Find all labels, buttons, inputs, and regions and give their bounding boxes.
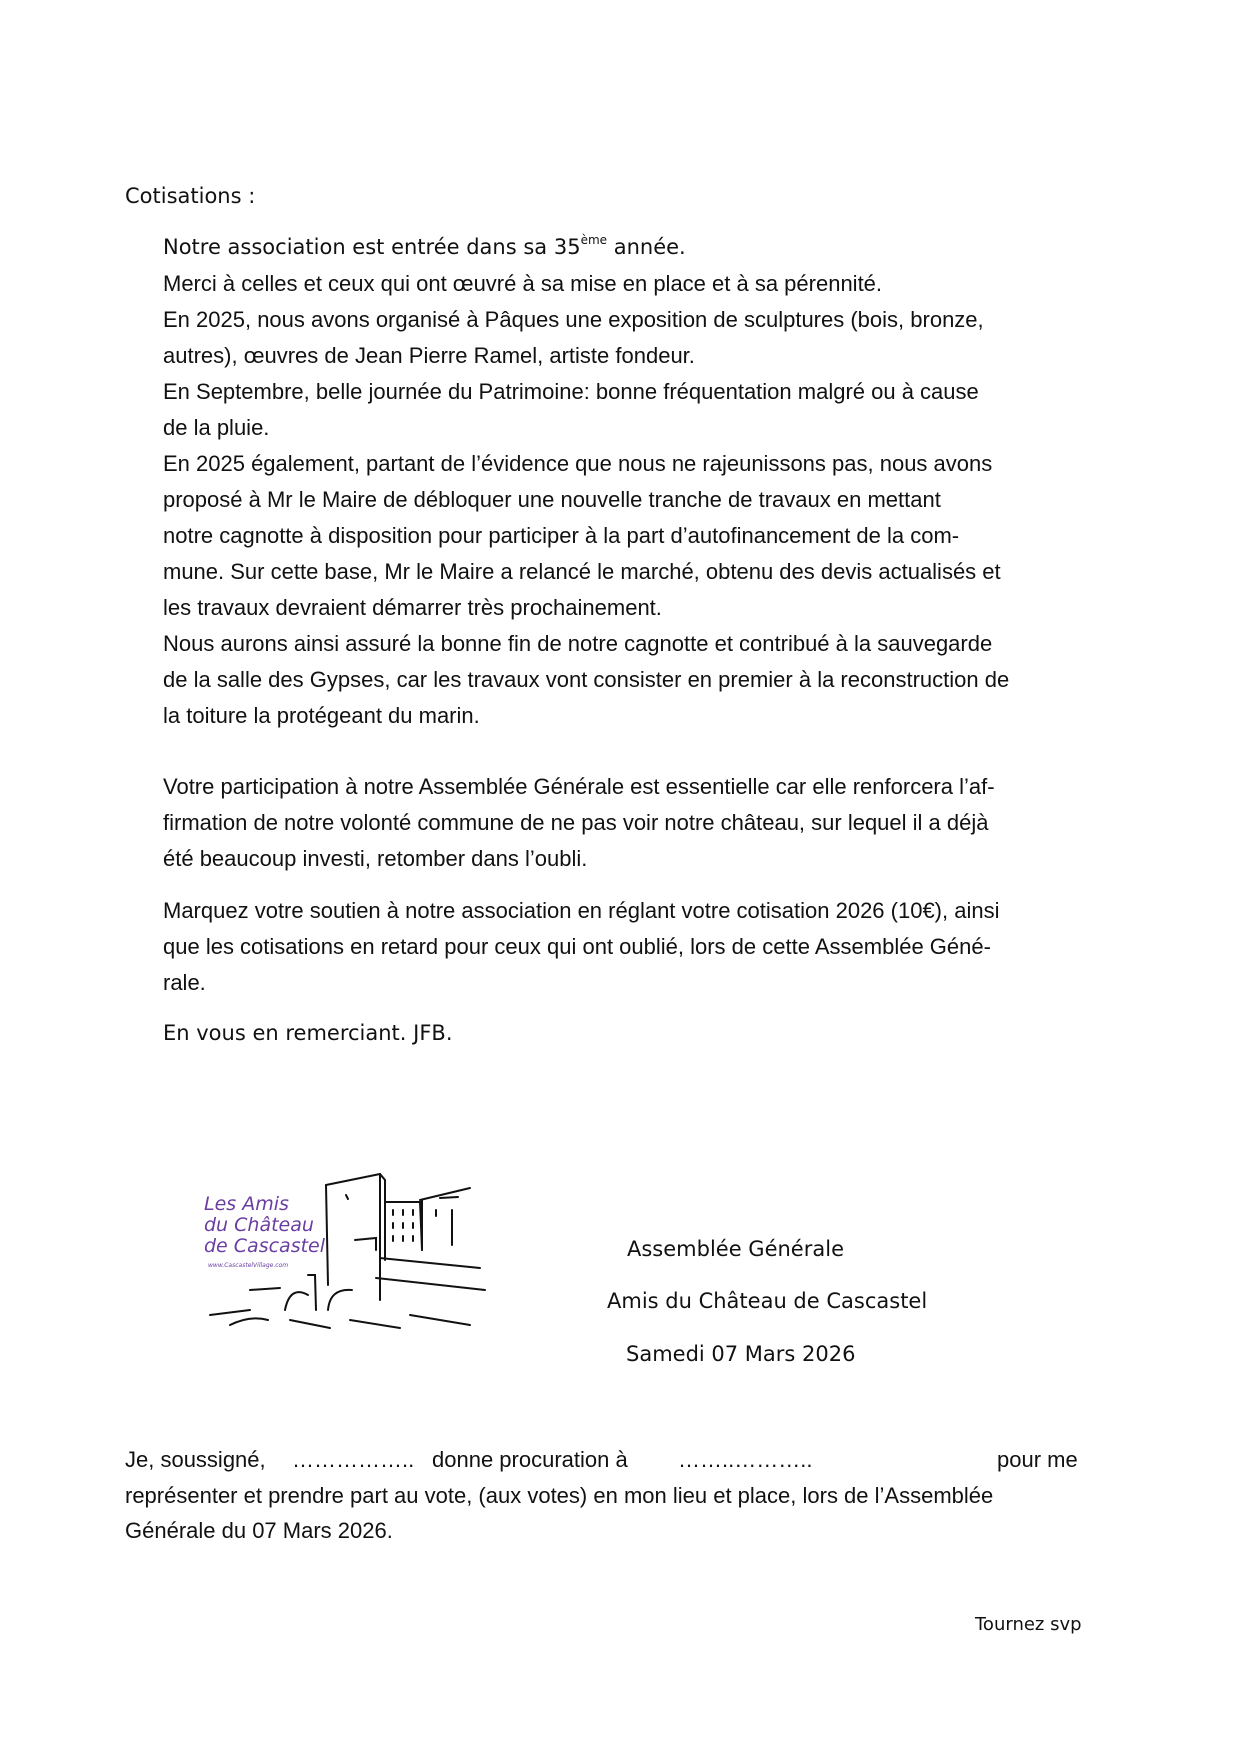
proxy-delegate-blank[interactable]: ……..……….. [678,1447,813,1472]
paragraph-line: de la salle des Gypses, car les travaux vont consister en premier à la reconstruction de [163,667,1010,692]
event-title: Assemblée Générale [627,1237,844,1261]
paragraph-line: notre cagnotte à disposition pour participer à la part d’autofinancement de la com- [163,523,960,548]
paragraph-line: autres), œuvres de Jean Pierre Ramel, artiste fondeur. [163,343,695,368]
closing-signature: En vous en remerciant. JFB. [163,1021,453,1045]
paragraph-line: de la pluie. [163,415,270,440]
text: Notre association est entrée dans sa 35 [163,235,581,259]
paragraph-line: les travaux devraient démarrer très prochainement. [163,595,662,620]
association-logo [190,1150,505,1330]
text: année. [607,235,686,259]
paragraph-line: Merci à celles et ceux qui ont œuvré à sa mise en place et à sa pérennité. [163,271,883,296]
proxy-name-blank[interactable]: …………….. [292,1447,415,1472]
paragraph-line: rale. [163,970,206,995]
event-organization: Amis du Château de Cascastel [607,1289,928,1313]
proxy-label-3: pour me [997,1447,1078,1472]
paragraph-line: été beaucoup investi, retomber dans l’oubli. [163,846,588,871]
paragraph-line: firmation de notre volonté commune de ne pas voir notre château, sur lequel il a déjà [163,810,989,835]
section-heading: Cotisations : [125,184,256,208]
logo-line: du Château [204,1214,314,1236]
proxy-label-1: Je, soussigné, [125,1447,266,1472]
paragraph-line: proposé à Mr le Maire de débloquer une nouvelle tranche de travaux en mettant [163,487,941,512]
paragraph-line: mune. Sur cette base, Mr le Maire a relancé le marché, obtenu des devis actualisés et [163,559,1001,584]
logo-line: de Cascastel [204,1235,326,1257]
superscript: ème [580,233,608,247]
proxy-line: Générale du 07 Mars 2026. [125,1518,393,1543]
paragraph-line: Nous aurons ainsi assuré la bonne fin de notre cagnotte et contribué à la sauvegarde [163,631,993,656]
paragraph-line: En Septembre, belle journée du Patrimoine: bonne fréquentation malgré ou à cause [163,379,979,404]
paragraph-line: Marquez votre soutien à notre association en réglant votre cotisation 2026 (10€), ainsi [163,898,1000,923]
paragraph-line: En 2025, nous avons organisé à Pâques une exposition de sculptures (bois, bronze, [163,307,984,332]
paragraph-line: que les cotisations en retard pour ceux qui ont oublié, lors de cette Assemblée Géné- [163,934,991,959]
paragraph-line: En 2025 également, partant de l’évidence que nous ne rajeunissons pas, nous avons [163,451,993,476]
logo-url: www.CascastelVillage.com [208,1262,289,1269]
footer-turn-over: Tournez svp [975,1614,1082,1635]
paragraph-line: la toiture la protégeant du marin. [163,703,480,728]
paragraph-line [163,233,686,259]
proxy-line: représenter et prendre part au vote, (aux votes) en mon lieu et place, lors de l’Assemblée [125,1483,994,1508]
proxy-label-2: donne procuration à [432,1447,628,1472]
paragraph-line: Votre participation à notre Assemblée Générale est essentielle car elle renforcera l’af- [163,774,995,799]
logo-line: Les Amis [204,1193,289,1215]
event-date: Samedi 07 Mars 2026 [626,1342,856,1366]
